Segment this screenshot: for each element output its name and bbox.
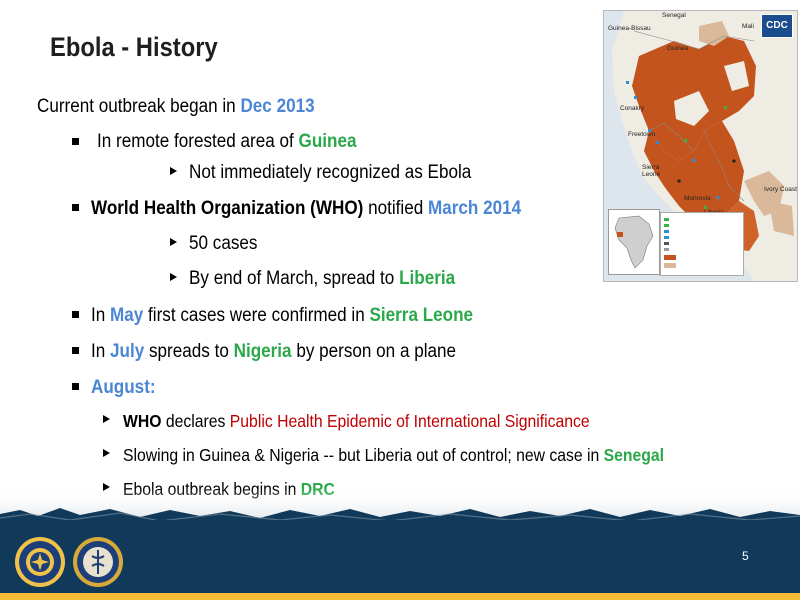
bullet-line-4: World Health Organization (WHO) notified March 2014 <box>91 198 522 219</box>
triangle-bullet-icon <box>103 414 110 426</box>
slide-title: Ebola - History <box>50 32 218 62</box>
bullet-line-11: Slowing in Guinea & Nigeria -- but Liberia out of control; new case in Senegal <box>123 445 665 465</box>
triangle-bullet-icon <box>170 237 177 249</box>
map-legend <box>660 212 744 276</box>
map-label-guinea-bissau: Guinea-Bissau <box>608 25 651 32</box>
map-label-senegal: Senegal <box>662 12 686 19</box>
navy-medicine-seal-icon <box>14 536 66 588</box>
square-bullet-icon <box>72 381 79 393</box>
africa-outline-icon <box>609 210 659 274</box>
cdc-logo: CDC <box>761 14 793 38</box>
triangle-bullet-icon <box>170 272 177 284</box>
bullet-line-2: In remote forested area of Guinea <box>97 131 357 152</box>
bullet-line-5: 50 cases <box>189 233 258 254</box>
map-label-monrovia: Monrovia <box>684 195 711 202</box>
africa-inset-map <box>608 209 660 275</box>
square-bullet-icon <box>72 136 79 148</box>
map-label-sierra-leone: Sierra Leone <box>642 164 661 178</box>
triangle-bullet-icon <box>170 166 177 178</box>
bullet-line-6: By end of March, spread to Liberia <box>189 268 456 289</box>
map-label-conakry: Conakry <box>620 105 645 112</box>
footer-gold-stripe <box>0 593 800 600</box>
square-bullet-icon <box>72 309 79 321</box>
square-bullet-icon <box>72 202 79 214</box>
bullet-line-8: In July spreads to Nigeria by person on a plane <box>91 341 457 362</box>
square-bullet-icon <box>72 345 79 357</box>
navy-medical-history-seal-icon <box>72 536 124 588</box>
map-label-guinea: Guinea <box>667 45 688 52</box>
map-label-freetown: Freetown <box>628 131 656 138</box>
bullet-line-3: Not immediately recognized as Ebola <box>189 162 472 183</box>
map-label-mali: Mali <box>742 23 754 30</box>
map-label-ivory-coast: Ivory Coast <box>764 186 797 193</box>
bullet-line-1: Current outbreak began in Dec 2013 <box>37 96 315 117</box>
bullet-line-9: August: <box>91 377 156 398</box>
triangle-bullet-icon <box>103 448 110 460</box>
page-number: 5 <box>742 549 749 563</box>
bullet-line-7: In May first cases were confirmed in Sierra Leone <box>91 305 474 326</box>
ebola-outbreak-map <box>603 10 798 282</box>
bullet-line-10: WHO declares Public Health Epidemic of International Significance <box>123 411 590 431</box>
